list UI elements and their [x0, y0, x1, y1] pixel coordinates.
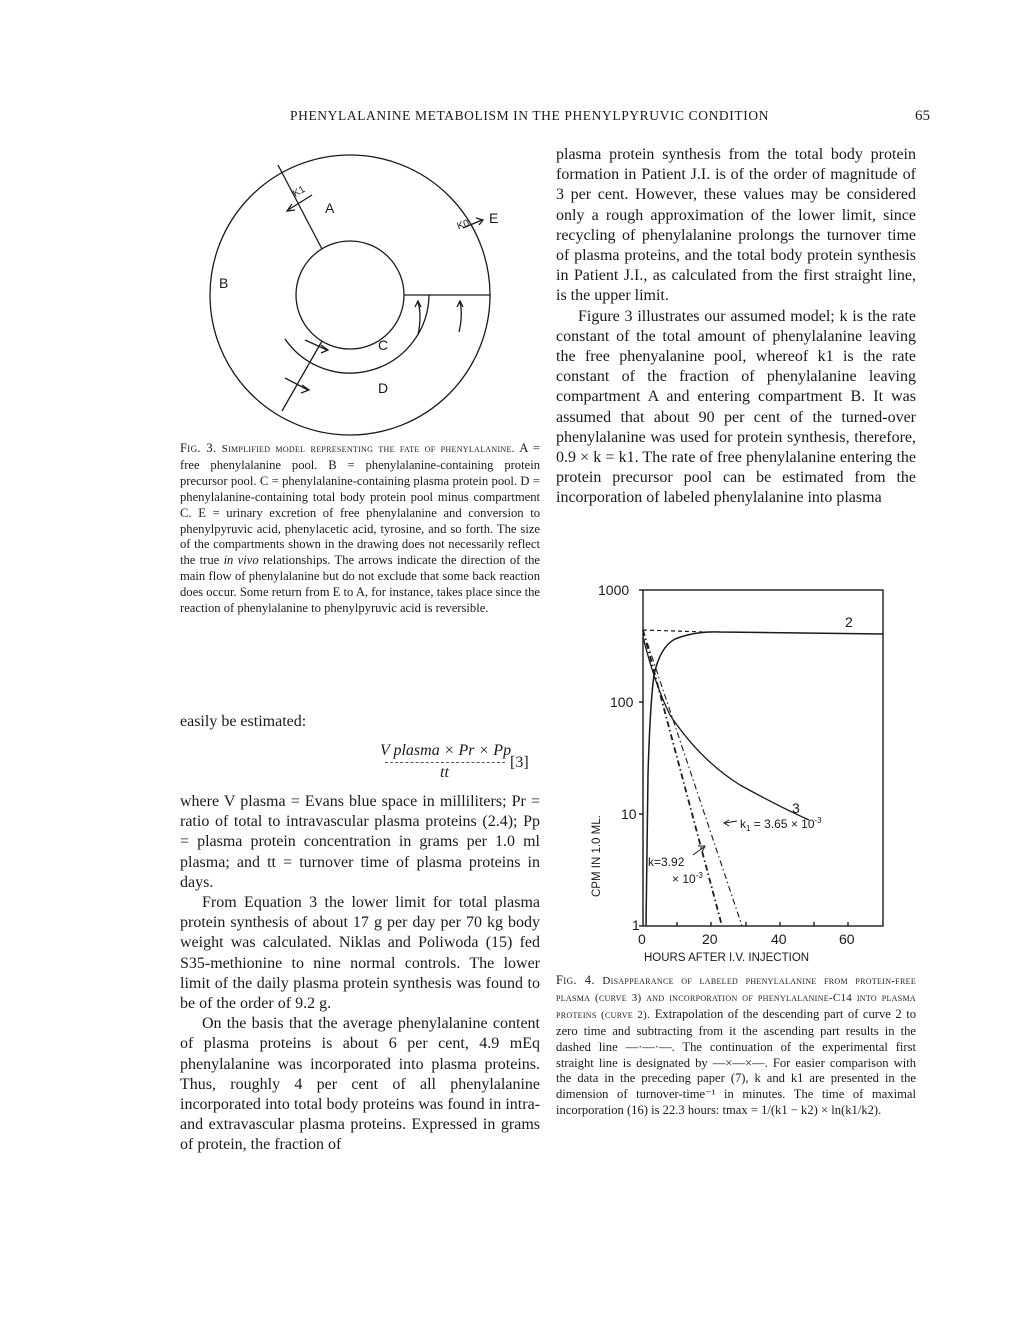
equation-3 — [280, 742, 540, 792]
label-A: A — [325, 200, 335, 216]
fig4-body: Extrapolation of the descending part of curve 2 to zero time and subtracting from it the ascending part results in the dashed line —·—·—. The continuation of the experimental first straight line is designated by —×—×—. For easier comparison with the data in the preceding paper (7), k and k1 are presented in the dimension of turnover-time⁻¹ in minutes. The time of maximal incorporation (16) is 22.3 hours: tmax = 1/(k1 − k2) × ln(k1/k2). — [556, 1006, 916, 1118]
k-annotation-exp: × $10^{-3}$ — [672, 871, 703, 886]
fig4-title: Disappearance of labeled phenylalanine from protein-free plasma (curve 3) and incorporation of phenylalanine-C14 into plasma proteins (curve 2). — [556, 975, 917, 1021]
x-tick-20: 20 — [702, 931, 718, 947]
y-tick-100: 100 — [610, 694, 634, 710]
paragraph-plasma-synthesis: plasma protein synthesis from the total body protein formation in Patient J.I. is of the order of magnitude of 3 per cent. However, these values may be considered only a rough approximation of the lower limit, since recycling of phenylalanine prolongs the turnover time of plasma proteins, and the total body protein synthesis in Patient J.I., as calculated from the first straight line, is the upper limit. — [556, 146, 916, 305]
y-tick-10: 10 — [621, 806, 637, 822]
figure-4-caption — [556, 973, 916, 1119]
paragraph-equation-3: From Equation 3 the lower limit for total plasma protein synthesis of about 17 g per day per 70 kg body weight was calculated. Niklas and Poliwoda (15) fed S35-methionine to nine normal controls. The lower limit of the daily plasma protein synthesis was found to be of the order of 9.2 g. — [180, 894, 540, 1013]
equation-number: [3] — [510, 754, 529, 771]
running-title: PHENYLALANINE METABOLISM IN THE PHENYLPYRUVIC CONDITION — [290, 108, 770, 123]
figure-3-diagram — [200, 140, 500, 440]
page-number: 65 — [915, 108, 930, 124]
equation-denominator: tt — [440, 764, 449, 781]
x-tick-60: 60 — [839, 931, 855, 947]
figure-3-caption — [180, 441, 540, 617]
x-axis-label: HOURS AFTER I.V. INJECTION — [644, 952, 810, 964]
y-tick-1: 1 — [632, 917, 640, 933]
right-column-body — [556, 145, 916, 509]
curve-2-label: 2 — [845, 614, 853, 630]
equation-rule — [385, 762, 505, 763]
figure-4-chart — [560, 575, 900, 965]
k-annotation: k=3.92 — [648, 855, 685, 869]
fig3-italic: in vivo — [223, 553, 259, 568]
left-column-body — [180, 792, 540, 1156]
label-D: D — [378, 380, 389, 396]
running-head — [290, 108, 930, 128]
fig3-tail: relationships. The arrows indicate the direction of the main flow of phenylalanine but do not exclude that some back reaction does occur. Some return from E to A, for instance, takes place since the reaction of phenylalanine to phenylpyruvic acid is reversible. — [180, 553, 540, 616]
y-tick-1000: 1000 — [598, 582, 630, 598]
label-B: B — [219, 275, 229, 291]
lead-in: easily be estimated: — [180, 713, 307, 730]
label-C: C — [378, 337, 389, 353]
fig3-title: Simplified model representing the fate of phenylalanine. — [221, 443, 515, 455]
label-E: E — [489, 210, 499, 226]
curve-3 — [643, 637, 809, 820]
label-k0: K0 — [455, 217, 471, 233]
x-tick-0: 0 — [638, 931, 646, 947]
left-column-lead — [180, 712, 540, 732]
paragraph-model: Figure 3 illustrates our assumed model; k is the rate constant of the total amount of phenylalanine leaving the free phenyalanine pool, whereof k1 is the rate constant of the fraction of phenylalanine leaving compartment A and entering compartment B. It was assumed that about 90 per cent of the turned-over phenylalanine was used for protein synthesis, therefore, 0.9 × k = k1. The rate of free phenylalanine entering the protein precursor pool can be estimated from the incorporation of labeled phenylalanine into plasma — [556, 307, 916, 507]
fig3-head: Fig. 3. — [180, 441, 217, 455]
k1-annotation: $k_1 = 3.65 \times 10^{-3}$ — [740, 816, 822, 833]
extrapolation-line — [643, 630, 705, 632]
curve-3-label: 3 — [792, 800, 800, 816]
label-k1: K1 — [291, 184, 308, 200]
paragraph-phenylalanine-content: On the basis that the average phenylalanine content of plasma proteins is about 6 per cent, 4.9 mEq phenylalanine was incorporated into plasma proteins. Thus, roughly 4 per cent of all phenylalanine incorporated into total body proteins was found in intra- and extravascular plasma proteins. Expressed in grams of protein, the fraction of — [180, 1015, 540, 1154]
fig4-head: Fig. 4. — [556, 973, 595, 987]
fig3-body: A = free phenylalanine pool. B = phenylalanine-containing protein precursor pool. C = phenylalanine-containing plasma protein pool. D = phenylalanine-containing total body protein pool minus compartment C. E = urinary excretion of free phenylalanine and conversion to phenylpyruvic acid, phenylacetic acid, tyrosine, and so forth. The size of the compartments shown in the drawing does not necessarily reflect the true — [180, 441, 540, 568]
x-tick-40: 40 — [771, 931, 787, 947]
where-paragraph: where V plasma = Evans blue space in milliliters; Pr = ratio of total to intravascular plasma proteins (2.4); Pp = plasma protein concentration in grams per 1.0 ml plasma; and tt = turnover time of plasma proteins in days. — [180, 793, 540, 891]
y-axis-label: CPM IN 1.0 ML. — [591, 815, 603, 897]
equation-numerator: V plasma × Pr × Pp — [380, 742, 512, 759]
